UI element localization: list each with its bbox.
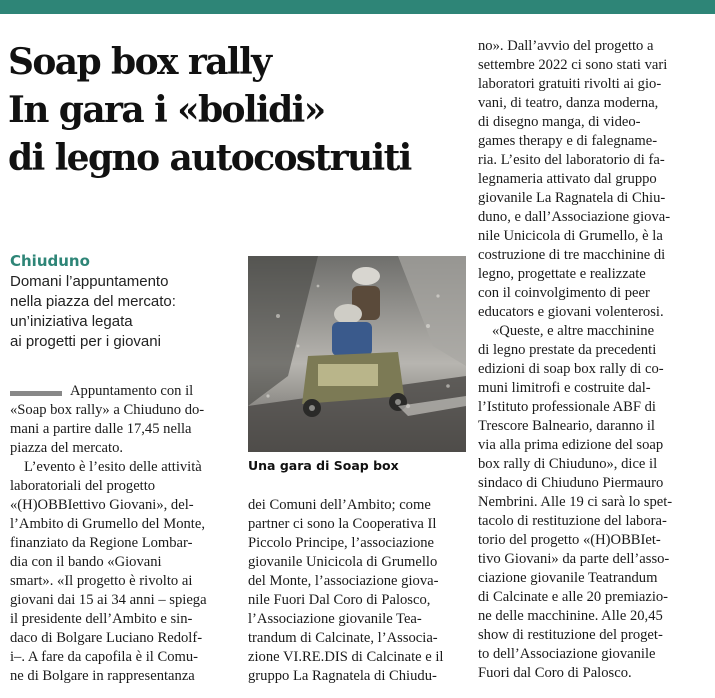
text-line: no». Dall’avvio del progetto a	[478, 38, 654, 54]
text-line: dei Comuni dell’Ambito; come	[248, 497, 431, 513]
text-line: finanziato da Regione Lombar-	[10, 535, 193, 551]
headline-line-2: In gara i «bolidi»	[8, 89, 325, 131]
text-line: muni limitrofi e costruite dal-	[478, 380, 651, 396]
text-line: sindaco di Chiuduno Piermauro	[478, 475, 664, 491]
text-line: nile Fuori Dal Coro di Palosco,	[248, 592, 431, 608]
photo-caption: Una gara di Soap box	[248, 458, 399, 473]
article-column-3	[478, 37, 708, 683]
text-line: tacolo di restituzione del labora-	[478, 513, 667, 529]
text-line: edizioni di soap box rally di co-	[478, 361, 664, 377]
text-line: piazza del mercato.	[10, 440, 124, 456]
kicker-location: Chiuduno	[10, 252, 90, 270]
soap-box-race-photo-icon	[248, 256, 466, 452]
text-line: «Soap box rally» a Chiuduno do-	[10, 402, 205, 418]
text-line: partner ci sono la Cooperativa Il	[248, 516, 437, 532]
paragraph	[478, 37, 708, 322]
text-line: vani, di teatro, danza moderna,	[478, 95, 659, 111]
text-line: nile Unicicola di Grumello, è la	[478, 228, 663, 244]
text-line: settembre 2022 ci sono stati vari	[478, 57, 668, 73]
text-line: giovanile Unicicola di Grumello	[248, 554, 438, 570]
text-line: Nembrini. Alle 19 ci sarà lo spet-	[478, 494, 673, 510]
article-column-2	[248, 496, 466, 686]
text-line: Appuntamento con il	[70, 383, 194, 399]
text-line: «Queste, e altre macchinine	[492, 323, 655, 339]
text-line: Trescore Balneario, daranno il	[478, 418, 655, 434]
text-line: giovanile La Ragnatela di Chiu-	[478, 190, 666, 206]
text-line: box rally di Chiuduno», dice il	[478, 456, 658, 472]
text-line: smart». «Il progetto è rivolto ai	[10, 573, 193, 589]
text-line: costruzione di tre macchinine di	[478, 247, 666, 263]
summary-line: nella piazza del mercato:	[10, 293, 176, 310]
text-line: trandum di Calcinate, l’Associa-	[248, 630, 438, 646]
text-line: to dell’Associazione giovanile	[478, 646, 656, 662]
article-column-1	[10, 382, 235, 686]
paragraph	[478, 322, 708, 683]
text-line: l’Ambito di Grumello del Monte,	[10, 516, 205, 532]
text-line: laboratori gratuiti rivolti ai gio-	[478, 76, 662, 92]
text-line: show di restituzione del proget-	[478, 627, 663, 643]
text-line: con il coinvolgimento di peer	[478, 285, 650, 301]
text-line: educators e giovani volenterosi.	[478, 304, 664, 320]
text-line: mani a partire dalle 17,45 nella	[10, 421, 192, 437]
text-line: via alla prima edizione del soap	[478, 437, 664, 453]
text-line: zione VI.RE.DIS di Calcinate e il	[248, 649, 444, 665]
paragraph	[248, 496, 466, 686]
top-accent-bar	[0, 0, 715, 14]
text-line: Fuori dal Coro di Palosco.	[478, 665, 632, 681]
text-line: di Calcinate e alle 20 premiazio-	[478, 589, 669, 605]
text-line: il presidente dell’Ambito e sin-	[10, 611, 193, 627]
headline-line-1: Soap box rally	[8, 41, 271, 83]
text-line: ne di Bolgare in rappresentanza	[10, 668, 195, 684]
text-line: legnameria attivato dal gruppo	[478, 171, 657, 187]
text-line: dia con il bando «Giovani	[10, 554, 162, 570]
text-line: L’evento è l’esito delle attività	[24, 459, 202, 475]
article-photo	[248, 256, 466, 452]
text-line: duno, e dall’Associazione giova-	[478, 209, 671, 225]
text-line: l’Istituto professionale ABF di	[478, 399, 656, 415]
text-line: di disegno manga, di video-	[478, 114, 641, 130]
text-line: i–. A fare da capofila è il Comu-	[10, 649, 199, 665]
text-line: giovani dai 15 ai 34 anni – spiega	[10, 592, 207, 608]
text-line: laboratoriali del progetto	[10, 478, 156, 494]
text-line: l’Associazione giovanile Tea-	[248, 611, 422, 627]
summary-line: ai progetti per i giovani	[10, 333, 161, 350]
summary-line: Domani l’appuntamento	[10, 273, 169, 290]
text-line: del Monte, l’associazione giova-	[248, 573, 439, 589]
text-line: ria. L’esito del laboratorio di fa-	[478, 152, 665, 168]
text-line: «(H)OBBIettivo Giovani», del-	[10, 497, 194, 513]
text-line: ne delle macchinine. Alle 20,45	[478, 608, 663, 624]
paragraph-lead	[10, 382, 235, 458]
text-line: ciazione giovanile Teatrandum	[478, 570, 658, 586]
summary	[10, 272, 235, 352]
headline-line-3: di legno autocostruiti	[8, 137, 411, 179]
text-line: legno, progettate e realizzate	[478, 266, 646, 282]
text-line: gruppo La Ragnatela di Chiudu-	[248, 668, 437, 684]
text-line: games therapy e di falegname-	[478, 133, 658, 149]
paragraph	[10, 458, 235, 686]
text-line: torio del progetto «(H)OBBIet-	[478, 532, 661, 548]
text-line: Piccolo Principe, l’associazione	[248, 535, 435, 551]
text-line: di legno prestate da precedenti	[478, 342, 657, 358]
text-line: daco di Bolgare Luciano Redolf-	[10, 630, 203, 646]
summary-line: un’iniziativa legata	[10, 313, 133, 330]
text-line: tivo Giovani» da parte dell’asso-	[478, 551, 670, 567]
headline	[8, 38, 478, 182]
